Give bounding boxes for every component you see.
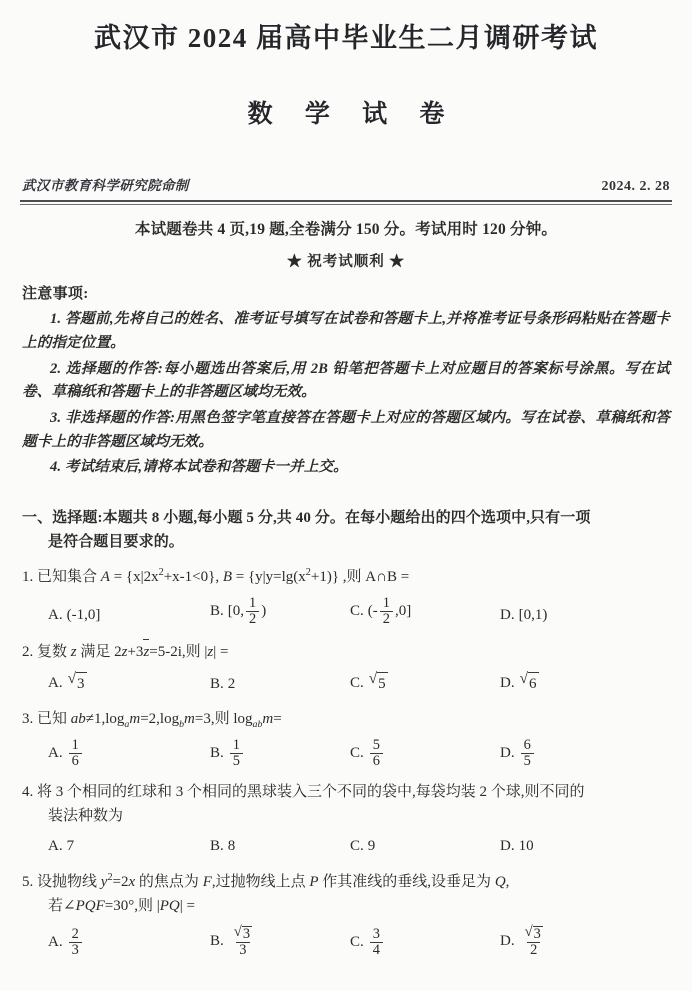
q1-suffix: ,则 A∩B = xyxy=(342,568,410,585)
q2-option-d[interactable] xyxy=(500,671,540,696)
q3-option-a[interactable] xyxy=(48,738,210,770)
q5-angle-value: =30°,则 | xyxy=(104,897,160,914)
exam-content xyxy=(22,218,670,958)
q5-point-q: Q xyxy=(494,873,506,890)
q1-option-a-label: A. xyxy=(48,607,63,624)
q4-number: 4. xyxy=(22,784,34,801)
q2-equation: =5-2i,则 | xyxy=(149,643,208,660)
q3-equation-1: =2,log xyxy=(140,710,180,727)
q5-option-d-radicand: 3 xyxy=(533,925,541,942)
section-heading-line2: 是符合题目要求的。 xyxy=(48,533,184,550)
q2-option-a-label: A. xyxy=(48,674,63,691)
q3-m-term-1: m xyxy=(129,710,141,727)
q5-option-a-denominator: 3 xyxy=(69,942,82,958)
q3-option-a-numerator: 1 xyxy=(71,736,79,753)
q1-option-c-label: C. xyxy=(350,603,364,620)
q5-option-b-numerator xyxy=(230,925,256,942)
q3-log-base-b: b xyxy=(179,718,185,730)
q5-option-b-label: B. xyxy=(210,932,224,949)
page-subtitle: 数 学 试 卷 xyxy=(247,100,458,128)
q3-not-equal: ≠1,log xyxy=(85,710,125,727)
q1-set-a-exponent: 2 xyxy=(158,566,164,578)
q4-option-b[interactable] xyxy=(210,835,350,858)
q5-prefix: 设抛物线 xyxy=(37,873,101,890)
section-heading-line1: 一、选择题:本题共 8 小题,每小题 5 分,共 40 分。在每小题给出的四个选项中,只有一项 xyxy=(22,509,591,526)
q1-option-c-fraction xyxy=(380,596,393,628)
q1-option-c-numerator: 1 xyxy=(382,594,390,611)
byline xyxy=(22,174,670,195)
q1-option-c-prefix: (- xyxy=(367,603,378,620)
q5-x-term: x xyxy=(128,873,136,890)
q5-comma: , xyxy=(505,873,510,890)
q5-segment-pq: PQ xyxy=(159,897,180,914)
question-4 xyxy=(22,780,670,858)
note-item: 2. 选择题的作答:每小题选出答案后,用 2B 铅笔把答题卡上对应题目的答案标号涂黑。写在试卷、草稿纸和答题卡上的非答题区域均无效。 xyxy=(22,360,670,401)
question-4-stem xyxy=(22,780,670,828)
q5-focus-point: F xyxy=(202,873,212,890)
q2-plus: +3 xyxy=(127,643,144,660)
q3-option-d-denominator: 5 xyxy=(521,753,534,769)
note-item: 3. 非选择题的作答:用黑色签字笔直接答在答题卡上对应的答题区域内。写在试卷、草稿纸和答题卡上的非答题区域均无效。 xyxy=(22,410,670,450)
q3-option-d-fraction xyxy=(521,738,534,770)
q3-m-term-3: m xyxy=(262,710,274,727)
q5-equation: =2 xyxy=(112,873,129,890)
q3-option-b[interactable] xyxy=(210,738,350,770)
q5-y-term: y xyxy=(100,873,108,890)
q5-stem-line2 xyxy=(22,894,670,918)
q5-option-a-fraction xyxy=(69,927,82,959)
question-3-stem xyxy=(22,707,670,731)
q3-option-b-denominator: 5 xyxy=(230,753,243,769)
q2-option-c[interactable] xyxy=(350,671,500,696)
q2-option-a-radicand: 3 xyxy=(76,672,87,696)
q4-option-a-label: A. xyxy=(48,838,63,855)
q2-end: | = xyxy=(213,643,229,660)
q1-set-b-body: {y|y=lg(x xyxy=(247,568,306,585)
q5-angle-prefix: 若∠ xyxy=(48,897,76,914)
q5-option-b-denominator: 3 xyxy=(236,942,249,958)
q1-option-d-label: D. xyxy=(500,607,515,624)
q2-option-b-label: B. xyxy=(210,675,224,692)
q5-angle-pqf: PQF xyxy=(75,897,105,914)
q3-option-c-denominator: 6 xyxy=(370,753,383,769)
q5-middle-2: ,过抛物线上点 xyxy=(211,873,310,890)
q4-option-c-value: 9 xyxy=(367,838,376,855)
q5-number: 5. xyxy=(22,873,34,890)
exam-meta-line: 本试题卷共 4 页,19 题,全卷满分 150 分。考试用时 120 分钟。 xyxy=(134,220,558,238)
q3-option-c[interactable] xyxy=(350,738,500,770)
q5-option-d-fraction xyxy=(521,925,547,959)
question-5-stem xyxy=(22,870,670,918)
q1-set-a-name: A xyxy=(100,568,110,585)
q1-option-b-numerator: 1 xyxy=(249,594,257,611)
q4-option-b-value: 8 xyxy=(227,838,236,855)
q5-option-c[interactable] xyxy=(350,927,500,959)
notes-title: 注意事项: xyxy=(22,286,89,303)
q1-option-b-denominator: 2 xyxy=(246,611,259,627)
question-2 xyxy=(22,639,670,696)
q5-option-c-label: C. xyxy=(350,933,364,950)
q5-option-a-numerator: 2 xyxy=(71,925,79,942)
header-divider xyxy=(20,200,672,205)
q2-middle: 满足 2 xyxy=(76,643,122,660)
q4-option-a[interactable] xyxy=(48,835,210,858)
q1-option-c-denominator: 2 xyxy=(380,611,393,627)
q5-after: 的焦点为 xyxy=(135,873,203,890)
q5-option-b-sqrt: √ 3 xyxy=(233,923,251,942)
q4-option-d-value: 10 xyxy=(518,838,534,855)
q2-option-a-sqrt: √ 3 xyxy=(68,671,87,696)
q2-option-b-value: 2 xyxy=(227,675,236,692)
q5-option-d[interactable] xyxy=(500,925,549,959)
q5-option-c-fraction xyxy=(370,927,383,959)
q3-option-a-denominator: 6 xyxy=(69,753,82,769)
q1-option-c[interactable] xyxy=(350,596,500,628)
q1-set-b-name: B xyxy=(222,568,232,585)
publisher-label: 武汉市教育科学研究院命制 xyxy=(22,177,189,193)
q1-option-a[interactable] xyxy=(48,604,210,627)
q5-option-d-denominator: 2 xyxy=(527,942,540,958)
question-1 xyxy=(22,565,670,628)
q2-option-b[interactable] xyxy=(210,673,350,696)
question-2-options xyxy=(22,671,670,696)
q5-option-b-fraction xyxy=(230,925,256,959)
q1-set-a-tail: +x-1<0} xyxy=(163,568,216,585)
q3-option-a-fraction xyxy=(69,738,82,770)
note-item: 1. 答题前,先将自己的姓名、准考证号填写在试卷和答题卡上,并将准考证号条形码粘贴在答题卡上的指定位置。 xyxy=(22,311,670,352)
q2-abs-variable: z xyxy=(207,643,214,660)
q3-number: 3. xyxy=(22,710,34,727)
question-1-options xyxy=(22,596,670,628)
q2-z-conjugate: z xyxy=(143,639,149,664)
q5-option-d-sqrt: √ 3 xyxy=(524,923,541,942)
q3-option-c-numerator: 5 xyxy=(372,736,380,753)
q4-option-b-label: B. xyxy=(210,838,224,855)
q4-stem-line1: 将 3 个相同的红球和 3 个相同的黑球装入三个不同的袋中,每袋均装 2 个球,则不同的 xyxy=(37,784,585,801)
q2-option-d-radicand: 6 xyxy=(528,672,539,696)
q3-option-c-fraction xyxy=(370,738,383,770)
q1-option-c-suffix: ,0] xyxy=(394,603,412,620)
q2-number: 2. xyxy=(22,643,34,660)
q1-option-b-prefix: [0, xyxy=(227,603,245,620)
q5-option-a[interactable] xyxy=(48,927,210,959)
q5-option-b-radicand: 3 xyxy=(242,925,251,942)
q4-option-c[interactable] xyxy=(350,835,500,858)
q4-option-d-label: D. xyxy=(500,838,515,855)
q5-option-d-label: D. xyxy=(500,932,515,949)
q2-option-c-radicand: 5 xyxy=(377,672,388,696)
q2-option-d-label: D. xyxy=(500,674,515,691)
blessing-line: ★ 祝考试顺利 ★ xyxy=(287,253,405,270)
q1-option-b[interactable] xyxy=(210,596,350,628)
q5-option-d-numerator xyxy=(521,925,547,942)
q2-prefix: 复数 xyxy=(37,643,71,660)
page-title: 武汉市 2024 届高中毕业生二月调研考试 xyxy=(94,23,598,53)
q3-option-d-label: D. xyxy=(500,744,515,761)
q5-option-c-numerator: 3 xyxy=(372,925,380,942)
q1-number: 1. xyxy=(22,568,34,585)
q3-end: = xyxy=(273,710,282,727)
q3-option-a-label: A. xyxy=(48,744,63,761)
section-heading xyxy=(22,506,670,554)
q1-option-a-value: (-1,0] xyxy=(66,607,101,624)
q1-set-b-tail: +1)} xyxy=(310,568,340,585)
q5-option-a-label: A. xyxy=(48,933,63,950)
q3-equation-2: =3,则 log xyxy=(194,710,253,727)
q2-option-c-sqrt: √ 5 xyxy=(369,671,388,696)
q4-stem-line2: 装法种数为 xyxy=(48,808,124,825)
q5-middle-3: 作其准线的垂线,设垂足为 xyxy=(318,873,495,890)
q1-option-b-label: B. xyxy=(210,603,224,620)
q5-line2-end: | = xyxy=(179,897,195,914)
q2-variable: z xyxy=(70,643,77,660)
q2-option-c-label: C. xyxy=(350,674,364,691)
q3-option-b-numerator: 1 xyxy=(232,736,240,753)
q3-option-c-label: C. xyxy=(350,744,364,761)
question-2-stem xyxy=(22,639,670,664)
q5-y-exponent: 2 xyxy=(107,871,113,883)
q1-prefix: 已知集合 xyxy=(37,568,101,585)
q1-option-d[interactable] xyxy=(500,604,547,627)
exam-date: 2024. 2. 28 xyxy=(601,178,670,194)
q3-option-d[interactable] xyxy=(500,738,536,770)
q4-option-a-value: 7 xyxy=(66,838,75,855)
q3-log-base-ab: ab xyxy=(252,718,263,730)
q1-option-b-fraction xyxy=(246,596,259,628)
question-3-options xyxy=(22,738,670,770)
q5-point-p: P xyxy=(309,873,319,890)
note-item: 4. 考试结束后,请将本试卷和答题卡一并上交。 xyxy=(50,459,348,476)
q3-prefix: 已知 xyxy=(37,710,71,727)
q2-option-a[interactable] xyxy=(48,671,210,696)
q1-option-b-suffix: ) xyxy=(261,603,267,620)
q3-ab-term: ab xyxy=(70,710,86,727)
q1-option-d-value: [0,1) xyxy=(518,607,548,624)
question-1-stem: 1. 已知集合 $A = \{x|2x^2+x-1<0\}$, $B = \{y|y=\lg(x^2+1)\}$ ,则 A∩B = xyxy=(22,566,410,585)
q1-set-a-body: {x|2x xyxy=(125,568,159,585)
q3-option-d-numerator: 6 xyxy=(523,736,531,753)
q5-option-c-denominator: 4 xyxy=(370,942,383,958)
question-3 xyxy=(22,707,670,770)
q3-option-b-label: B. xyxy=(210,744,224,761)
q5-option-b[interactable] xyxy=(210,925,350,959)
q3-m-term-2: m xyxy=(184,710,195,727)
question-5-options xyxy=(22,925,670,959)
q3-option-b-fraction xyxy=(230,738,243,770)
q4-option-d[interactable] xyxy=(500,835,534,858)
q4-option-c-label: C. xyxy=(350,838,364,855)
question-5 xyxy=(22,870,670,959)
q1-set-b-exponent: 2 xyxy=(305,566,311,578)
question-4-options xyxy=(22,835,670,858)
q2-z-term: z xyxy=(121,643,128,660)
q2-option-d-sqrt: √ 6 xyxy=(520,671,539,696)
q3-log-base-a: a xyxy=(124,718,130,730)
